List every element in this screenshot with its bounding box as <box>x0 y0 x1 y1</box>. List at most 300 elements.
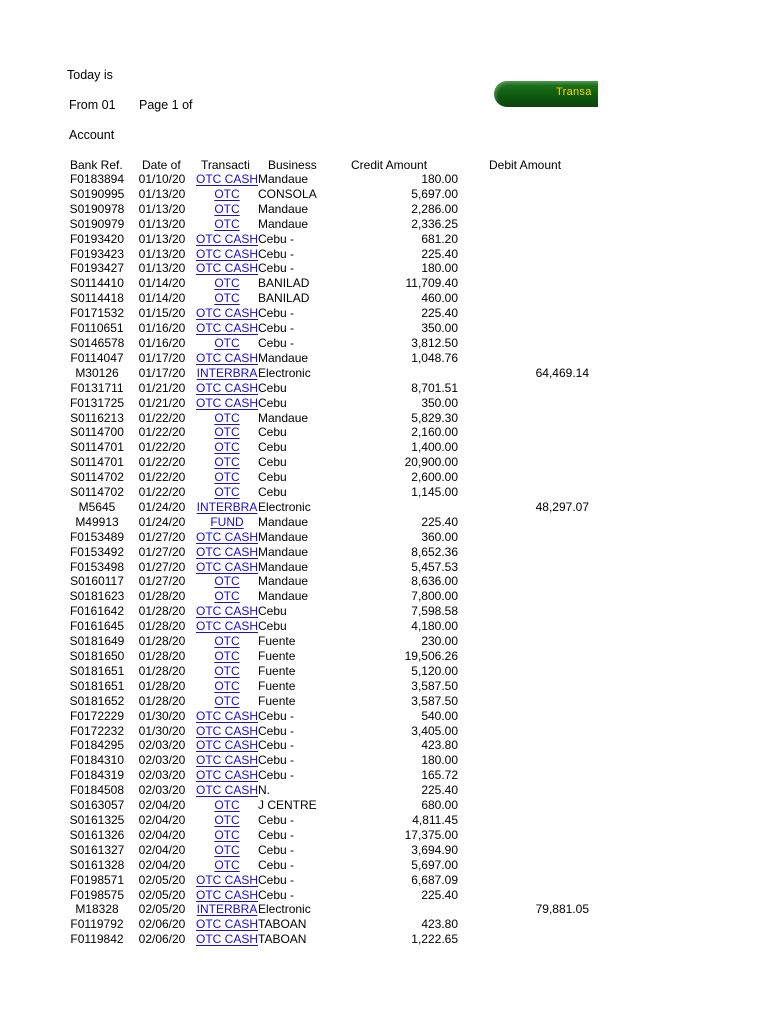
date-cell: 01/22/20 <box>138 425 186 440</box>
business-cell: Cebu - <box>258 335 295 350</box>
business-cell: Cebu - <box>258 753 295 768</box>
debit-amount-cell <box>458 589 589 604</box>
credit-amount-cell: 540.00 <box>421 708 459 723</box>
bank-ref-cell: S0114700 <box>70 425 124 440</box>
date-cell: 01/27/20 <box>138 559 186 574</box>
credit-amount-cell: 681.20 <box>421 231 459 246</box>
date-cell: 02/04/20 <box>138 798 186 813</box>
transaction-type-link[interactable]: OTC <box>214 649 240 663</box>
transaction-type-cell <box>196 738 258 753</box>
bank-ref-cell: F0119792 <box>70 917 124 932</box>
table-row <box>66 306 589 321</box>
table-row <box>66 574 589 589</box>
transaction-type-cell <box>196 619 258 634</box>
table-row <box>66 798 589 813</box>
table-row <box>66 500 589 515</box>
business-cell: Cebu - <box>258 872 295 887</box>
debit-amount-cell <box>458 768 589 783</box>
credit-amount-cell: 230.00 <box>421 634 459 649</box>
transaction-type-cell <box>196 217 258 232</box>
transaction-type-link[interactable]: OTC CASH <box>196 544 259 559</box>
debit-amount-cell <box>458 679 589 694</box>
transaction-type-cell <box>196 753 258 768</box>
credit-amount-cell: 3,694.90 <box>411 842 459 857</box>
debit-amount-cell <box>458 619 589 634</box>
date-cell: 01/24/20 <box>138 514 186 529</box>
date-cell: 01/21/20 <box>138 395 186 410</box>
transaction-type-link[interactable]: OTC <box>214 798 240 813</box>
business-cell: Mandaue <box>258 529 309 544</box>
col-header-debit: Debit Amount <box>489 158 562 172</box>
table-row <box>66 738 589 753</box>
date-cell: 01/22/20 <box>138 485 186 500</box>
transaction-type-link[interactable]: OTC CASH <box>196 723 259 738</box>
credit-amount-cell: 180.00 <box>421 753 459 768</box>
table-row <box>66 217 589 232</box>
debit-amount-cell <box>458 738 589 753</box>
bank-ref-cell: S0146578 <box>69 335 125 350</box>
debit-amount-cell <box>458 649 589 664</box>
date-cell: 02/06/20 <box>138 917 186 932</box>
business-cell: Mandaue <box>258 514 309 529</box>
credit-amount-cell: 1,048.76 <box>411 350 459 365</box>
transaction-type-link[interactable]: INTERBRA <box>196 499 258 514</box>
transaction-type-link[interactable]: OTC <box>214 276 240 291</box>
date-cell: 01/28/20 <box>138 634 186 649</box>
transaction-type-link[interactable]: OTC <box>214 201 240 216</box>
transaction-type-link[interactable]: OTC <box>214 186 240 201</box>
date-cell: 02/04/20 <box>138 842 186 857</box>
transaction-type-cell <box>196 843 258 858</box>
transaction-type-link[interactable]: OTC CASH <box>196 917 259 932</box>
transaction-type-cell <box>196 321 258 336</box>
table-row <box>66 261 589 276</box>
bank-ref-cell: S0181652 <box>69 693 125 708</box>
date-cell: 01/28/20 <box>138 619 186 634</box>
transaction-type-cell <box>196 276 258 291</box>
debit-amount-cell <box>458 634 589 649</box>
debit-amount-cell <box>458 783 589 798</box>
transaction-type-cell <box>196 724 258 739</box>
table-row <box>66 768 589 783</box>
bank-ref-cell: F0183894 <box>69 172 125 186</box>
bank-ref-cell: F0184295 <box>69 738 125 753</box>
from-label: From 01 <box>69 98 116 112</box>
debit-amount-cell <box>458 664 589 679</box>
bank-ref-cell: F0131711 <box>70 380 124 395</box>
credit-amount-cell: 680.00 <box>421 798 459 813</box>
transactions-button[interactable] <box>494 81 598 107</box>
transaction-type-link[interactable]: FUND <box>210 514 244 529</box>
transaction-type-cell <box>196 574 258 589</box>
business-cell: N. <box>258 783 271 798</box>
transaction-type-link[interactable]: OTC CASH <box>196 231 259 246</box>
transaction-type-link[interactable]: OTC CASH <box>196 887 259 902</box>
transaction-type-link[interactable]: OTC CASH <box>196 753 259 768</box>
transaction-type-cell <box>196 455 258 470</box>
transaction-type-cell <box>196 485 258 500</box>
credit-amount-cell: 5,120.00 <box>411 663 459 678</box>
date-cell: 01/27/20 <box>138 574 186 589</box>
credit-amount-cell: 2,336.25 <box>411 216 459 231</box>
table-row <box>66 425 589 440</box>
transaction-type-link[interactable]: OTC <box>214 634 240 649</box>
transaction-type-cell <box>196 768 258 783</box>
business-cell: Electronic <box>258 499 311 514</box>
table-row <box>66 828 589 843</box>
table-row <box>66 545 589 560</box>
transaction-type-cell <box>196 440 258 455</box>
business-cell: Mandaue <box>258 589 309 604</box>
bank-ref-cell: F0172232 <box>69 723 125 738</box>
transaction-type-cell <box>196 261 258 276</box>
credit-amount-cell: 3,587.50 <box>411 678 459 693</box>
bank-ref-cell: S0190978 <box>69 201 125 216</box>
transaction-type-cell <box>196 664 258 679</box>
debit-amount-cell <box>458 545 589 560</box>
transaction-type-cell <box>196 515 258 530</box>
bank-ref-cell: S0114410 <box>70 276 124 291</box>
debit-amount-cell <box>458 515 589 530</box>
bank-ref-cell: F0153492 <box>69 544 125 559</box>
business-cell: Fuente <box>258 634 296 649</box>
bank-ref-cell: S0181623 <box>69 589 125 604</box>
bank-ref-cell: S0190979 <box>69 216 125 231</box>
transaction-type-link[interactable]: OTC <box>214 574 240 589</box>
debit-amount-cell <box>458 455 589 470</box>
table-row <box>66 649 589 664</box>
transaction-type-link[interactable]: OTC <box>214 663 240 678</box>
business-cell: Cebu - <box>258 738 295 753</box>
business-cell: Cebu - <box>258 261 295 276</box>
date-cell: 02/04/20 <box>138 827 186 842</box>
date-cell: 01/13/20 <box>138 186 186 201</box>
date-cell: 01/28/20 <box>138 604 186 619</box>
bank-ref-cell: S0114418 <box>70 291 124 306</box>
transaction-type-link[interactable]: OTC CASH <box>196 708 259 723</box>
date-cell: 01/14/20 <box>138 291 186 306</box>
date-cell: 01/28/20 <box>138 649 186 663</box>
credit-amount-cell: 180.00 <box>421 172 459 186</box>
date-cell: 01/27/20 <box>138 544 186 559</box>
table-row <box>66 247 589 262</box>
date-cell: 01/22/20 <box>138 455 186 470</box>
transaction-type-link[interactable]: OTC <box>214 693 240 708</box>
transaction-type-link[interactable]: OTC CASH <box>196 246 259 261</box>
transaction-type-link[interactable]: OTC CASH <box>196 261 259 276</box>
table-row <box>66 604 589 619</box>
table-row <box>66 560 589 575</box>
bank-ref-cell: S0181650 <box>69 649 125 663</box>
transaction-type-cell <box>196 381 258 396</box>
date-cell: 01/13/20 <box>138 201 186 216</box>
business-cell: TABOAN <box>258 932 307 947</box>
table-row <box>66 485 589 500</box>
account-label: Account <box>69 128 115 142</box>
transaction-type-link[interactable]: OTC CASH <box>196 932 259 947</box>
date-cell: 02/05/20 <box>138 902 186 917</box>
debit-amount-cell <box>458 440 589 455</box>
business-cell: J CENTRE <box>258 798 317 813</box>
bank-ref-cell: S0114701 <box>70 455 124 470</box>
credit-amount-cell: 460.00 <box>421 291 459 306</box>
business-cell: Cebu - <box>258 306 295 321</box>
bank-ref-cell: F0184508 <box>69 783 125 798</box>
transaction-type-cell <box>196 798 258 813</box>
credit-amount-cell: 225.40 <box>421 246 459 261</box>
table-row <box>66 813 589 828</box>
debit-amount-cell <box>458 858 589 873</box>
business-cell: Mandaue <box>258 559 309 574</box>
table-row <box>66 440 589 455</box>
transaction-type-link[interactable]: OTC <box>214 410 240 425</box>
transaction-type-cell <box>196 247 258 262</box>
debit-amount-cell <box>458 425 589 440</box>
table-row <box>66 396 589 411</box>
transaction-type-cell <box>196 172 258 187</box>
transaction-type-cell <box>196 306 258 321</box>
col-header-date: Date of <box>142 158 181 172</box>
date-cell: 01/22/20 <box>138 410 186 425</box>
transaction-type-cell <box>196 396 258 411</box>
business-cell: Cebu <box>258 395 287 410</box>
bank-ref-cell: F0193420 <box>69 231 125 246</box>
transaction-type-link[interactable]: OTC <box>214 216 240 231</box>
date-cell: 02/05/20 <box>138 872 186 887</box>
bank-ref-cell: F0193427 <box>69 261 125 276</box>
transaction-type-link[interactable]: OTC CASH <box>196 529 259 544</box>
business-cell: Cebu - <box>258 768 295 783</box>
business-cell: Cebu - <box>258 857 295 872</box>
date-cell: 01/30/20 <box>138 708 186 723</box>
debit-amount-cell <box>458 321 589 336</box>
debit-amount-cell <box>458 574 589 589</box>
bank-ref-cell: S0116213 <box>70 410 124 425</box>
transaction-type-link[interactable]: OTC CASH <box>196 172 259 186</box>
transaction-type-link[interactable]: OTC CASH <box>196 619 259 634</box>
table-row <box>66 470 589 485</box>
bank-ref-cell: S0161326 <box>69 827 125 842</box>
col-header-transaction: Transacti <box>201 158 250 172</box>
debit-amount-cell <box>458 813 589 828</box>
transaction-type-cell <box>196 709 258 724</box>
bank-ref-cell: F0153489 <box>69 529 125 544</box>
credit-amount-cell: 1,222.65 <box>411 932 459 947</box>
debit-amount-cell: 79,881.05 <box>535 902 590 917</box>
debit-amount-cell <box>458 798 589 813</box>
transaction-type-cell <box>196 679 258 694</box>
transaction-type-link[interactable]: OTC <box>214 455 240 470</box>
transaction-type-link[interactable]: INTERBRA <box>196 902 258 917</box>
date-cell: 02/05/20 <box>138 887 186 902</box>
transaction-type-link[interactable]: INTERBRA <box>196 365 258 380</box>
transaction-type-cell <box>196 873 258 888</box>
transaction-type-link[interactable]: OTC <box>214 827 240 842</box>
bank-ref-cell: S0114702 <box>70 470 124 485</box>
transaction-type-cell <box>196 232 258 247</box>
debit-amount-cell <box>458 336 589 351</box>
bank-ref-cell: F0161642 <box>69 604 125 619</box>
table-row <box>66 589 589 604</box>
transaction-type-cell <box>196 202 258 217</box>
col-header-bank-ref: Bank Ref. <box>70 158 123 172</box>
bank-ref-cell: F0198575 <box>69 887 125 902</box>
table-row <box>66 679 589 694</box>
table-row <box>66 858 589 873</box>
debit-amount-cell <box>458 217 589 232</box>
business-cell: Mandaue <box>258 216 309 231</box>
date-cell: 02/03/20 <box>138 768 186 783</box>
business-cell: Cebu <box>258 440 287 455</box>
transaction-type-link[interactable]: OTC <box>214 440 240 455</box>
transactions-table-body <box>66 172 589 947</box>
credit-amount-cell <box>338 500 458 515</box>
transaction-type-cell <box>196 291 258 306</box>
table-row <box>66 664 589 679</box>
credit-amount-cell: 7,598.58 <box>411 604 459 619</box>
date-cell: 02/06/20 <box>138 932 186 947</box>
transaction-type-link[interactable]: OTC <box>214 842 240 857</box>
bank-ref-cell: S0163057 <box>69 798 125 813</box>
transaction-type-cell <box>196 560 258 575</box>
transaction-type-link[interactable]: OTC <box>214 335 240 350</box>
credit-amount-cell: 2,160.00 <box>411 425 459 440</box>
bank-ref-cell: F0131725 <box>69 395 125 410</box>
table-row <box>66 932 589 947</box>
transaction-type-link[interactable]: OTC <box>214 678 240 693</box>
debit-amount-cell <box>458 888 589 903</box>
transaction-type-link[interactable]: OTC CASH <box>196 768 259 783</box>
debit-amount-cell <box>458 232 589 247</box>
business-cell: Cebu - <box>258 887 295 902</box>
transaction-type-link[interactable]: OTC CASH <box>196 321 259 336</box>
bank-ref-cell: M30126 <box>75 365 119 380</box>
bank-ref-cell: S0160117 <box>70 574 124 589</box>
date-cell: 01/15/20 <box>138 306 186 321</box>
transaction-type-cell <box>196 888 258 903</box>
date-cell: 01/17/20 <box>138 350 186 365</box>
table-row <box>66 619 589 634</box>
transaction-type-link[interactable]: OTC CASH <box>196 395 259 410</box>
transaction-type-cell <box>196 366 258 381</box>
business-cell: Fuente <box>258 649 296 663</box>
table-row <box>66 276 589 291</box>
credit-amount-cell: 225.40 <box>421 306 459 321</box>
bank-ref-cell: F0171532 <box>69 306 125 321</box>
transaction-type-link[interactable]: OTC CASH <box>196 380 259 395</box>
business-cell: Cebu - <box>258 812 295 827</box>
date-cell: 01/22/20 <box>138 470 186 485</box>
transaction-type-link[interactable]: OTC <box>214 812 240 827</box>
transaction-type-link[interactable]: OTC <box>214 857 240 872</box>
date-cell: 01/21/20 <box>138 380 186 395</box>
debit-amount-cell <box>458 291 589 306</box>
table-row <box>66 917 589 932</box>
business-cell: Fuente <box>258 693 296 708</box>
business-cell: Fuente <box>258 678 296 693</box>
credit-amount-cell: 1,145.00 <box>411 485 459 500</box>
transaction-type-link[interactable]: OTC <box>214 470 240 485</box>
business-cell: Mandaue <box>258 201 309 216</box>
transaction-type-cell <box>196 902 258 917</box>
credit-amount-cell: 423.80 <box>421 917 459 932</box>
date-cell: 02/03/20 <box>138 738 186 753</box>
date-cell: 01/27/20 <box>138 529 186 544</box>
transaction-type-cell <box>196 425 258 440</box>
transaction-type-link[interactable]: OTC CASH <box>196 559 259 574</box>
transaction-type-link[interactable]: OTC <box>214 291 240 306</box>
credit-amount-cell <box>338 366 458 381</box>
business-cell: Cebu - <box>258 231 295 246</box>
col-header-credit: Credit Amount <box>351 158 428 172</box>
credit-amount-cell: 423.80 <box>421 738 459 753</box>
transaction-type-link[interactable]: OTC CASH <box>196 604 259 619</box>
credit-amount-cell: 2,600.00 <box>411 470 459 485</box>
business-cell: Cebu <box>258 425 287 440</box>
table-row <box>66 366 589 381</box>
credit-amount-cell: 4,811.45 <box>412 812 459 827</box>
business-cell: TABOAN <box>258 917 307 932</box>
debit-amount-cell <box>458 485 589 500</box>
credit-amount-cell: 5,829.30 <box>411 410 459 425</box>
bank-ref-cell: S0161327 <box>69 842 125 857</box>
debit-amount-cell <box>458 276 589 291</box>
business-cell: Cebu - <box>258 723 295 738</box>
table-row <box>66 202 589 217</box>
transaction-type-link[interactable]: OTC CASH <box>196 783 259 798</box>
transaction-type-cell <box>196 917 258 932</box>
transaction-type-cell <box>196 351 258 366</box>
transaction-type-link[interactable]: OTC <box>214 485 240 500</box>
transaction-type-cell <box>196 187 258 202</box>
bank-ref-cell: F0193423 <box>69 246 125 261</box>
date-cell: 01/24/20 <box>138 499 186 514</box>
business-cell: BANILAD <box>258 276 310 291</box>
transaction-type-link[interactable]: OTC CASH <box>196 738 259 753</box>
table-row <box>66 634 589 649</box>
debit-amount-cell <box>458 261 589 276</box>
debit-amount-cell <box>458 560 589 575</box>
transaction-type-link[interactable]: OTC CASH <box>196 350 259 365</box>
transaction-type-link[interactable]: OTC CASH <box>196 872 259 887</box>
table-row <box>66 694 589 709</box>
bank-ref-cell: F0153498 <box>69 559 125 574</box>
bank-ref-cell: S0114701 <box>70 440 124 455</box>
transaction-type-cell <box>196 783 258 798</box>
table-row <box>66 381 589 396</box>
table-row <box>66 873 589 888</box>
transaction-type-link[interactable]: OTC <box>214 425 240 440</box>
page-label: Page 1 of <box>139 98 193 112</box>
business-cell: CONSOLA <box>258 186 317 201</box>
debit-amount-cell <box>458 351 589 366</box>
date-cell: 01/13/20 <box>138 231 186 246</box>
bank-ref-cell: F0198571 <box>69 872 125 887</box>
business-cell: Cebu <box>258 604 287 619</box>
transaction-type-link[interactable]: OTC <box>214 589 240 604</box>
date-cell: 01/28/20 <box>138 663 186 678</box>
debit-amount-cell <box>458 724 589 739</box>
debit-amount-cell <box>458 709 589 724</box>
transaction-type-link[interactable]: OTC CASH <box>196 306 259 321</box>
credit-amount-cell: 17,375.00 <box>404 827 459 842</box>
date-cell: 02/04/20 <box>138 812 186 827</box>
debit-amount-cell: 64,469.14 <box>535 365 590 380</box>
table-row <box>66 515 589 530</box>
transaction-type-cell <box>196 932 258 947</box>
table-row <box>66 411 589 426</box>
debit-amount-cell <box>458 604 589 619</box>
